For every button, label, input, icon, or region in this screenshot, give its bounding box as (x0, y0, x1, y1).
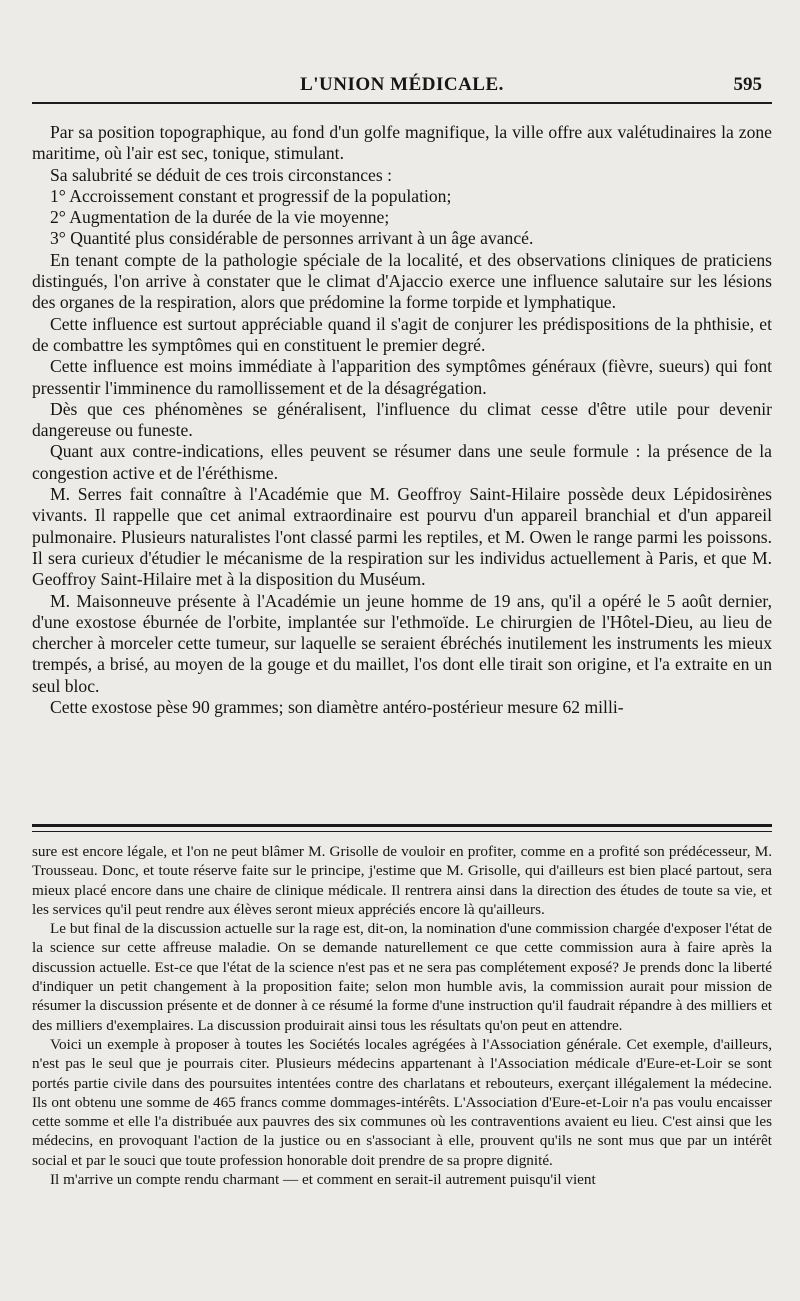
header-rule (32, 102, 772, 104)
paragraph-eure-et-loir: Voici un exemple à proposer à toutes les Sociétés locales agrégées à l'Association générale. Cet exemple, d'ailleurs, n'est pas le seul que je pourrais citer. Plusieurs médecins appartenant à l'Association médicale d'Eure-et-Loir se sont portés partie civile dans des poursuites intentées contre des charlatans et rebouteurs, exerçant illégalement la médecine. Ils ont obtenu une somme de 465 francs comme dommages-intérêts. L'Association d'Eure-et-Loir n'a pas voulu encaisser cette somme et elle l'a distribuée aux pauvres des six communes où les contraventions avaient eu lieu. C'est ainsi que les médecins, en provoquant l'action de la justice ou en s'associant à elle, prouvent qu'ils ne sont mus que par un intérêt social et par le souci que toute profession honorable doit prendre de sa propre dignité. (32, 1035, 772, 1169)
paragraph-pathologie: En tenant compte de la pathologie spéciale de la localité, et des observations cliniques de praticiens distingués, l'on arrive à constater que le climat d'Ajaccio exerce une influence salutaire sur les lésions des organes de la respiration, alors que prédomine la forme torpide et lymphatique. (32, 249, 772, 313)
paragraph-salubrite: Sa salubrité se déduit de ces trois circonstances : (50, 164, 392, 185)
paragraph-exostose: Cette exostose pèse 90 grammes; son diamètre antéro-postérieur mesure 62 milli- (50, 697, 624, 718)
list-item-2: 2° Augmentation de la durée de la vie moyenne; (50, 207, 390, 228)
paragraph-compte-rendu: Il m'arrive un compte rendu charmant — et comment en serait-il autrement puisqu'il vient (50, 1171, 596, 1189)
paragraph-rage-discussion: Le but final de la discussion actuelle sur la rage est, dit-on, la nomination d'une commission chargée d'exposer l'état de la science sur cette affreuse maladie. On se demande naturellement ce que cette commission aura à faire après la discussion actuelle. Est-ce que l'état de la science n'est pas et ne sera pas complétement exposé? Je prends donc la liberté d'indiquer un petit changement à la proposition faite; selon mon humble avis, la commission aurait pour mission de résumer la discussion présente et de donner à ce résumé la forme d'une instruction qu'il faudrait répandre à des milliers et des milliers d'exemplaires. La discussion produirait ainsi tous les résultats qu'on peut en attendre. (32, 920, 772, 1034)
paragraph-serres: M. Serres fait connaître à l'Académie que M. Geoffroy Saint-Hilaire possède deux Lépidosirènes vivants. Il rappelle que cet animal extraordinaire est pourvu d'un appareil branchial et d'un appareil pulmonaire. Plusieurs naturalistes l'ont classé parmi les reptiles, et M. Owen le range parmi les poissons. Il sera curieux d'étudier le mécanisme de la respiration sur les individus actuellement à Paris, et que M. Geoffroy Saint-Hilaire met à la disposition du Muséum. (32, 484, 772, 590)
section-divider-thick (32, 824, 772, 827)
paragraph-phenomenes: Dès que ces phénomènes se généralisent, l'influence du climat cesse d'être utile pour devenir dangereuse ou funeste. (32, 398, 772, 441)
list-item-3: 3° Quantité plus considérable de personnes arrivant à un âge avancé. (50, 228, 534, 249)
lower-column (32, 842, 772, 1189)
paragraph-influence-appreciable: Cette influence est surtout appréciable quand il s'agit de conjurer les prédispositions de la phthisie, et de combattre les symptômes qui en constituent le premier degré. (32, 313, 772, 355)
running-header (32, 70, 772, 100)
upper-column (32, 122, 772, 818)
list-item-1: 1° Accroissement constant et progressif de la population; (50, 185, 452, 206)
page-number: 595 (733, 74, 762, 95)
paragraph-maisonneuve: M. Maisonneuve présente à l'Académie un jeune homme de 19 ans, qu'il a opéré le 5 août dernier, d'une exostose éburnée de l'orbite, implantée sur l'ethmoïde. Le chirurgien de l'Hôtel-Dieu, au lieu de chercher à morceler cette tumeur, sur laquelle se seraient ébréchés inutilement les instruments les mieux trempés, a brisé, au moyen de la gouge et du maillet, l'os dont elle tirait son origine, et l'a extraite en un seul bloc. (32, 590, 772, 696)
journal-title: L'UNION MÉDICALE. (300, 74, 504, 95)
section-divider-thin (32, 831, 772, 832)
paragraph-influence-immediate: Cette influence est moins immédiate à l'apparition des symptômes généraux (fièvre, sueurs) qui font pressentir l'imminence du ramollissement et de la désagrégation. (32, 356, 772, 398)
paragraph-contre-indications: Quant aux contre-indications, elles peuvent se résumer dans une seule formule : la présence de la congestion active et de l'éréthisme. (32, 441, 772, 483)
paragraph-grisolle: sure est encore légale, et l'on ne peut blâmer M. Grisolle de vouloir en profiter, comme en a profité son prédécesseur, M. Trousseau. Donc, et toute réserve faite sur le principe, j'estime que M. Grisolle, qui d'ailleurs est bien placé partout, sera mieux placé encore dans une chaire de clinique médicale. Il rentrera ainsi dans la direction des études de toute sa vie, et les services qu'il peut rendre aux élèves seront mieux appréciés encore là qu'ailleurs. (32, 843, 772, 918)
paragraph-ajaccio-position: Par sa position topographique, au fond d'un golfe magnifique, la ville offre aux valétudinaires la zone maritime, où l'air est sec, tonique, stimulant. (32, 122, 772, 164)
